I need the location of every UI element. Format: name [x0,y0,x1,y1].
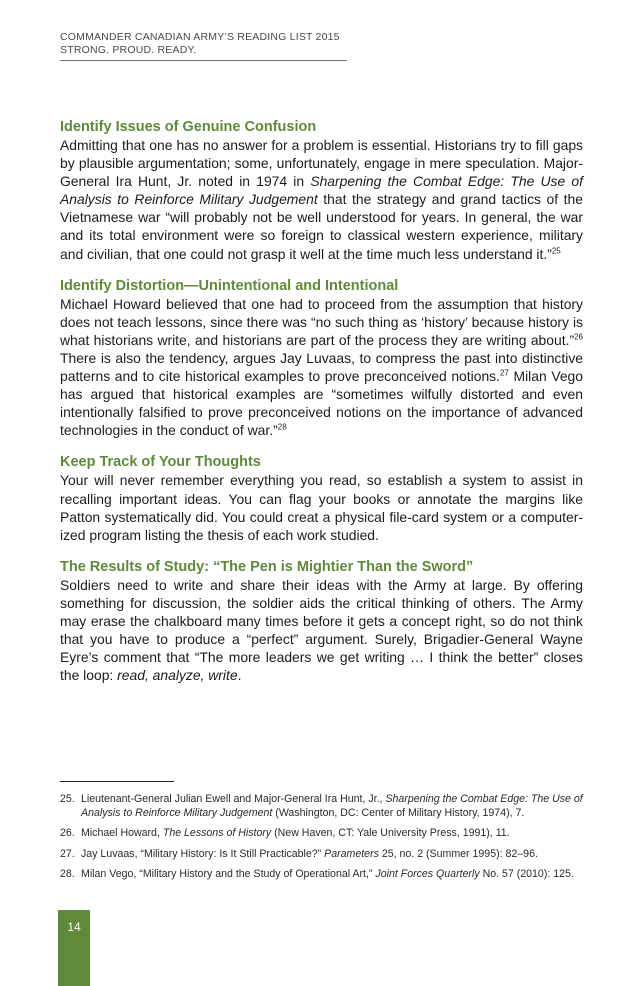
footnote-divider [60,781,174,782]
text-run: (Washington, DC: Center of Military History, 1974), 7. [272,806,525,819]
section-paragraph [60,136,583,263]
text-run: (New Haven, CT: Yale University Press, 1991), 11. [271,827,510,839]
section-heading: Keep Track of Your Thoughts [60,454,261,471]
section-paragraph [60,295,583,440]
italic-text: Joint Forces Quarterly [375,868,480,880]
italic-text: Sharpening the Combat Edge: The Use of Analysis to Reinforce Military Judgement [60,173,583,208]
text-run: Lieutenant-General Julian Ewell and Major-General Ira Hunt, Jr., [81,793,386,805]
section-heading: Identify Issues of Genuine Confusion [60,119,317,135]
page-number: 14 [67,920,81,934]
italic-text: The Lessons of History [162,827,272,839]
text-run: Soldiers need to write and share their ideas with the Army at large. By offering something for discussion, the soldier aids the critical thinking of others. The Army may erase the chalkboard many times before it gets a concept right, so do not think that you have to produce a “perfect” argument. Surely, Brigadier-General Wayne Eyre’s comment that “The more leaders we get writing … I think the better” closes the loop: [60,576,583,684]
italic-text: Parameters [324,847,379,860]
footnote-text [81,827,583,841]
footnote-text [81,848,583,862]
text-run: 25, no. 2 (Summer 1995): 82–96. [378,847,538,860]
section-paragraph [60,471,583,543]
section-genuine-confusion [60,118,583,263]
section-distortion [60,277,583,440]
page-number-tab [58,910,90,986]
text-run: There is also the tendency, argues Jay Luvaas, to compress the past into distinctive patterns and to cite historical examples to prove preconceived notions. [60,349,583,385]
footnote-ref: 28 [277,422,287,432]
section-paragraph [60,576,583,685]
italic-text: Sharpening the Combat Edge: The Use of Analysis to Reinforce Military Judgement [81,793,583,819]
header-divider [60,60,347,61]
footnote-number: 26. [60,827,75,839]
text-run: Michael Howard, [81,827,163,839]
footnote-26 [60,827,583,841]
footnote-ref: 26 [574,332,583,342]
footnote-27 [60,848,583,862]
main-content [60,118,583,698]
text-run: Michael Howard believed that one had to proceed from the assumption that history does not teach lessons, since there was “no such thing as ‘history’ because history is what historians write, and historians are part of the process they are writing about.” [60,295,583,348]
section-heading: Identify Distortion—Unintentional and Intentional [60,277,399,294]
text-run: Milan Vego has argued that historical examples are “sometimes wilfully distorted and even intentionally falsified to prove preconceived notions on the importance of advanced technologies in the conduct of war.” [60,368,583,439]
header-tagline: STRONG. PROUD. READY. [60,44,197,56]
footnote-ref: 25 [551,245,561,255]
header-title: COMMANDER CANADIAN ARMY’S READING LIST 2015 [60,31,340,43]
footnote-number: 27. [60,847,75,860]
section-track-thoughts [60,453,583,543]
section-heading: The Results of Study: “The Pen is Mightier Than the Sword” [60,558,474,575]
footnote-ref: 27 [499,368,509,378]
footnote-number: 28. [60,868,75,880]
text-run: Admitting that one has no answer for a problem is essential. Historians try to fill gaps by plausible argumentation; some, unfortunately, engage in mere speculation. Major-General Ira Hunt, Jr. noted in 1974 in [60,137,583,190]
footnote-28 [60,868,583,882]
text-run: Milan Vego, “Military History and the Study of Operational Art,” [81,868,376,880]
text-run: that the strategy and grand tactics of the Vietnamese war “will probably not be well understood for years. In general, the war and its total environment were so foreign to classical western experience, military and civilian, that one could not grasp it well at the time much less understand it.” [60,191,583,262]
footnote-number: 25. [60,793,75,805]
section-results-of-study [60,558,583,685]
footnote-text [81,793,583,820]
text-run: No. 57 (2010): 125. [479,868,574,880]
text-run: Jay Luvaas, “Military History: Is It Still Practicable?” [81,847,325,860]
italic-text: read, analyze, write [117,667,238,684]
footnote-25 [60,793,583,820]
text-run: . [237,667,242,684]
footnotes [60,793,583,889]
running-header [60,31,352,61]
footnote-text [81,868,583,882]
text-run: Your will never remember everything you read, so establish a system to assist in recalling important ideas. You can flag your books or annotate the margins like Patton systematically did. You could creat a physical file-card system or a computer-ized program listing the thesis of each work studied. [60,472,583,543]
